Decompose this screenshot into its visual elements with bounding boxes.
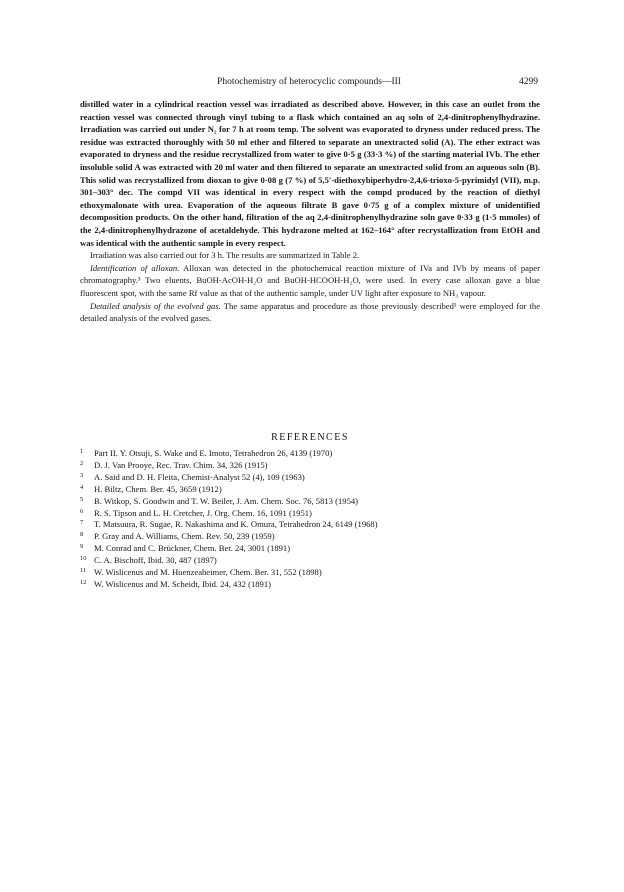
running-title: Photochemistry of heterocyclic compounds—III (217, 77, 401, 87)
reference-item (80, 567, 540, 579)
evolved-gas-heading: Detailed analysis of the evolved gas. (90, 300, 221, 311)
reference-text: P. Gray and A. Williams, Chem. Rev. 50, 239 (1959) (94, 531, 275, 542)
reference-item (80, 555, 540, 567)
reference-number: 6 (80, 507, 84, 515)
body-text (80, 98, 540, 325)
reference-item (80, 460, 540, 472)
paragraph-experimental: distilled water in a cylindrical reaction vessel was irradiated as described above. However, in this case an outlet from the reaction vessel was connected through vinyl tubing to a flask which contained an aq soln of 2,4-dinitrophenylhydrazine. Irradiation was carried out under N₂ for 7 h at room temp. The solvent was evaporated to dryness under reduced press. The residue was extracted thoroughly with 50 ml ether and filtered to separate an unextracted solid (A). The ether extract was evaporated to dryness and the residue recrystallized from water to give 0·5 g (33·3 %) of the starting material IVb. The ether insoluble solid A was extracted with 20 ml water and then filtered to separate an unextracted solid from an aqueous soln (B). This solid was recrystallized from dioxan to give 0·08 g (7 %) of 5,5′-diethoxybiperhydro-2,4,6-trioxo-5-pyrimidyl (VII), m.p. 301–303° dec. The compd VII was identical in every respect with the compd produced by the reaction of diethyl ethoxymalonate with urea. Evaporation of the aqueous filtrate B gave 0·75 g of a complex mixture of unidentified decomposition products. On the other hand, filtration of the aq 2,4-dinitrophenylhydrazine soln gave 0·33 g (1·5 mmoles) of the 2,4-dinitrophenylhydrazone of acetaldehyde. This hydrazone melted at 162–164° after recrystallization from EtOH and was identical with the authentic sample in every respect. (80, 99, 540, 248)
reference-number: 5 (80, 495, 84, 503)
alloxan-text: Alloxan was detected in the photochemical reaction mixture of IVa and IVb by means of paper chromatography.³ Two eluents, BuOH-AcOH-H₂O and BuOH-HCOOH-H₂O, were used. In every case alloxan gave a blue fluorescent spot, with the same Rf value as that of the authentic sample, under UV light after exposure to NH₃ vapour. (80, 262, 540, 298)
reference-number: 10 (80, 555, 87, 563)
reference-number: 7 (80, 519, 84, 527)
reference-text: B. Witkop, S. Goodwin and T. W. Beiler, J. Am. Chem. Soc. 76, 5813 (1954) (94, 495, 359, 506)
reference-item (80, 496, 540, 508)
reference-number: 2 (80, 459, 84, 467)
reference-item (80, 448, 540, 460)
references-list (80, 448, 540, 591)
reference-number: 4 (80, 483, 84, 491)
reference-text: A. Said and D. H. Fleita, Chemist-Analyst 52 (4), 109 (1963) (94, 471, 305, 482)
reference-item (80, 519, 540, 531)
reference-item (80, 484, 540, 496)
reference-number: 1 (80, 448, 84, 455)
reference-item (80, 531, 540, 543)
reference-text: M. Conrad and C. Brückner, Chem. Ber. 24, 3001 (1891) (94, 543, 291, 554)
reference-item (80, 579, 540, 591)
reference-number: 12 (80, 578, 87, 586)
reference-item (80, 543, 540, 555)
reference-number: 11 (80, 567, 87, 575)
reference-number: 3 (80, 471, 84, 479)
reference-text: C. A. Bischoff, Ibid. 30, 487 (1897) (94, 555, 217, 566)
reference-text: Part II. Y. Otsuji, S. Wake and E. Imoto, Tetrahedron 26, 4139 (1970) (94, 448, 333, 458)
paragraph-evolved-gas (80, 300, 540, 325)
reference-number: 8 (80, 531, 84, 539)
reference-item (80, 472, 540, 484)
reference-item (80, 508, 540, 520)
reference-text: T. Matsuura, R. Sugae, R. Nakashima and K. Omura, Tetrahedron 24, 6149 (1968) (94, 519, 378, 530)
reference-text: W. Wislicenus and M. Scheidt, Ibid. 24, 432 (1891) (94, 578, 272, 589)
reference-text: D. J. Van Prooye, Rec. Trav. Chim. 34, 326 (1915) (94, 459, 268, 470)
page-number: 4299 (519, 77, 538, 87)
evolved-gas-text: The same apparatus and procedure as those previously described¹ were employed for the detailed analysis of the evolved gases. (80, 300, 541, 324)
references-heading: REFERENCES (271, 432, 349, 443)
reference-text: R. S. Tipson and L. H. Cretcher, J. Org. Chem. 16, 1091 (1951) (94, 507, 312, 518)
reference-text: W. Wislicenus and M. Huenzeaheimer, Chem. Ber. 31, 552 (1898) (94, 567, 322, 578)
paragraph-alloxan (80, 262, 540, 300)
reference-text: H. Biltz, Chem. Ber. 45, 3659 (1912) (94, 483, 222, 494)
paragraph-irradiation: Irradiation was also carried out for 3 h. The results are summarized in Table 2. (90, 250, 360, 261)
alloxan-heading: Identification of alloxan. (90, 262, 180, 273)
reference-number: 9 (80, 543, 84, 551)
